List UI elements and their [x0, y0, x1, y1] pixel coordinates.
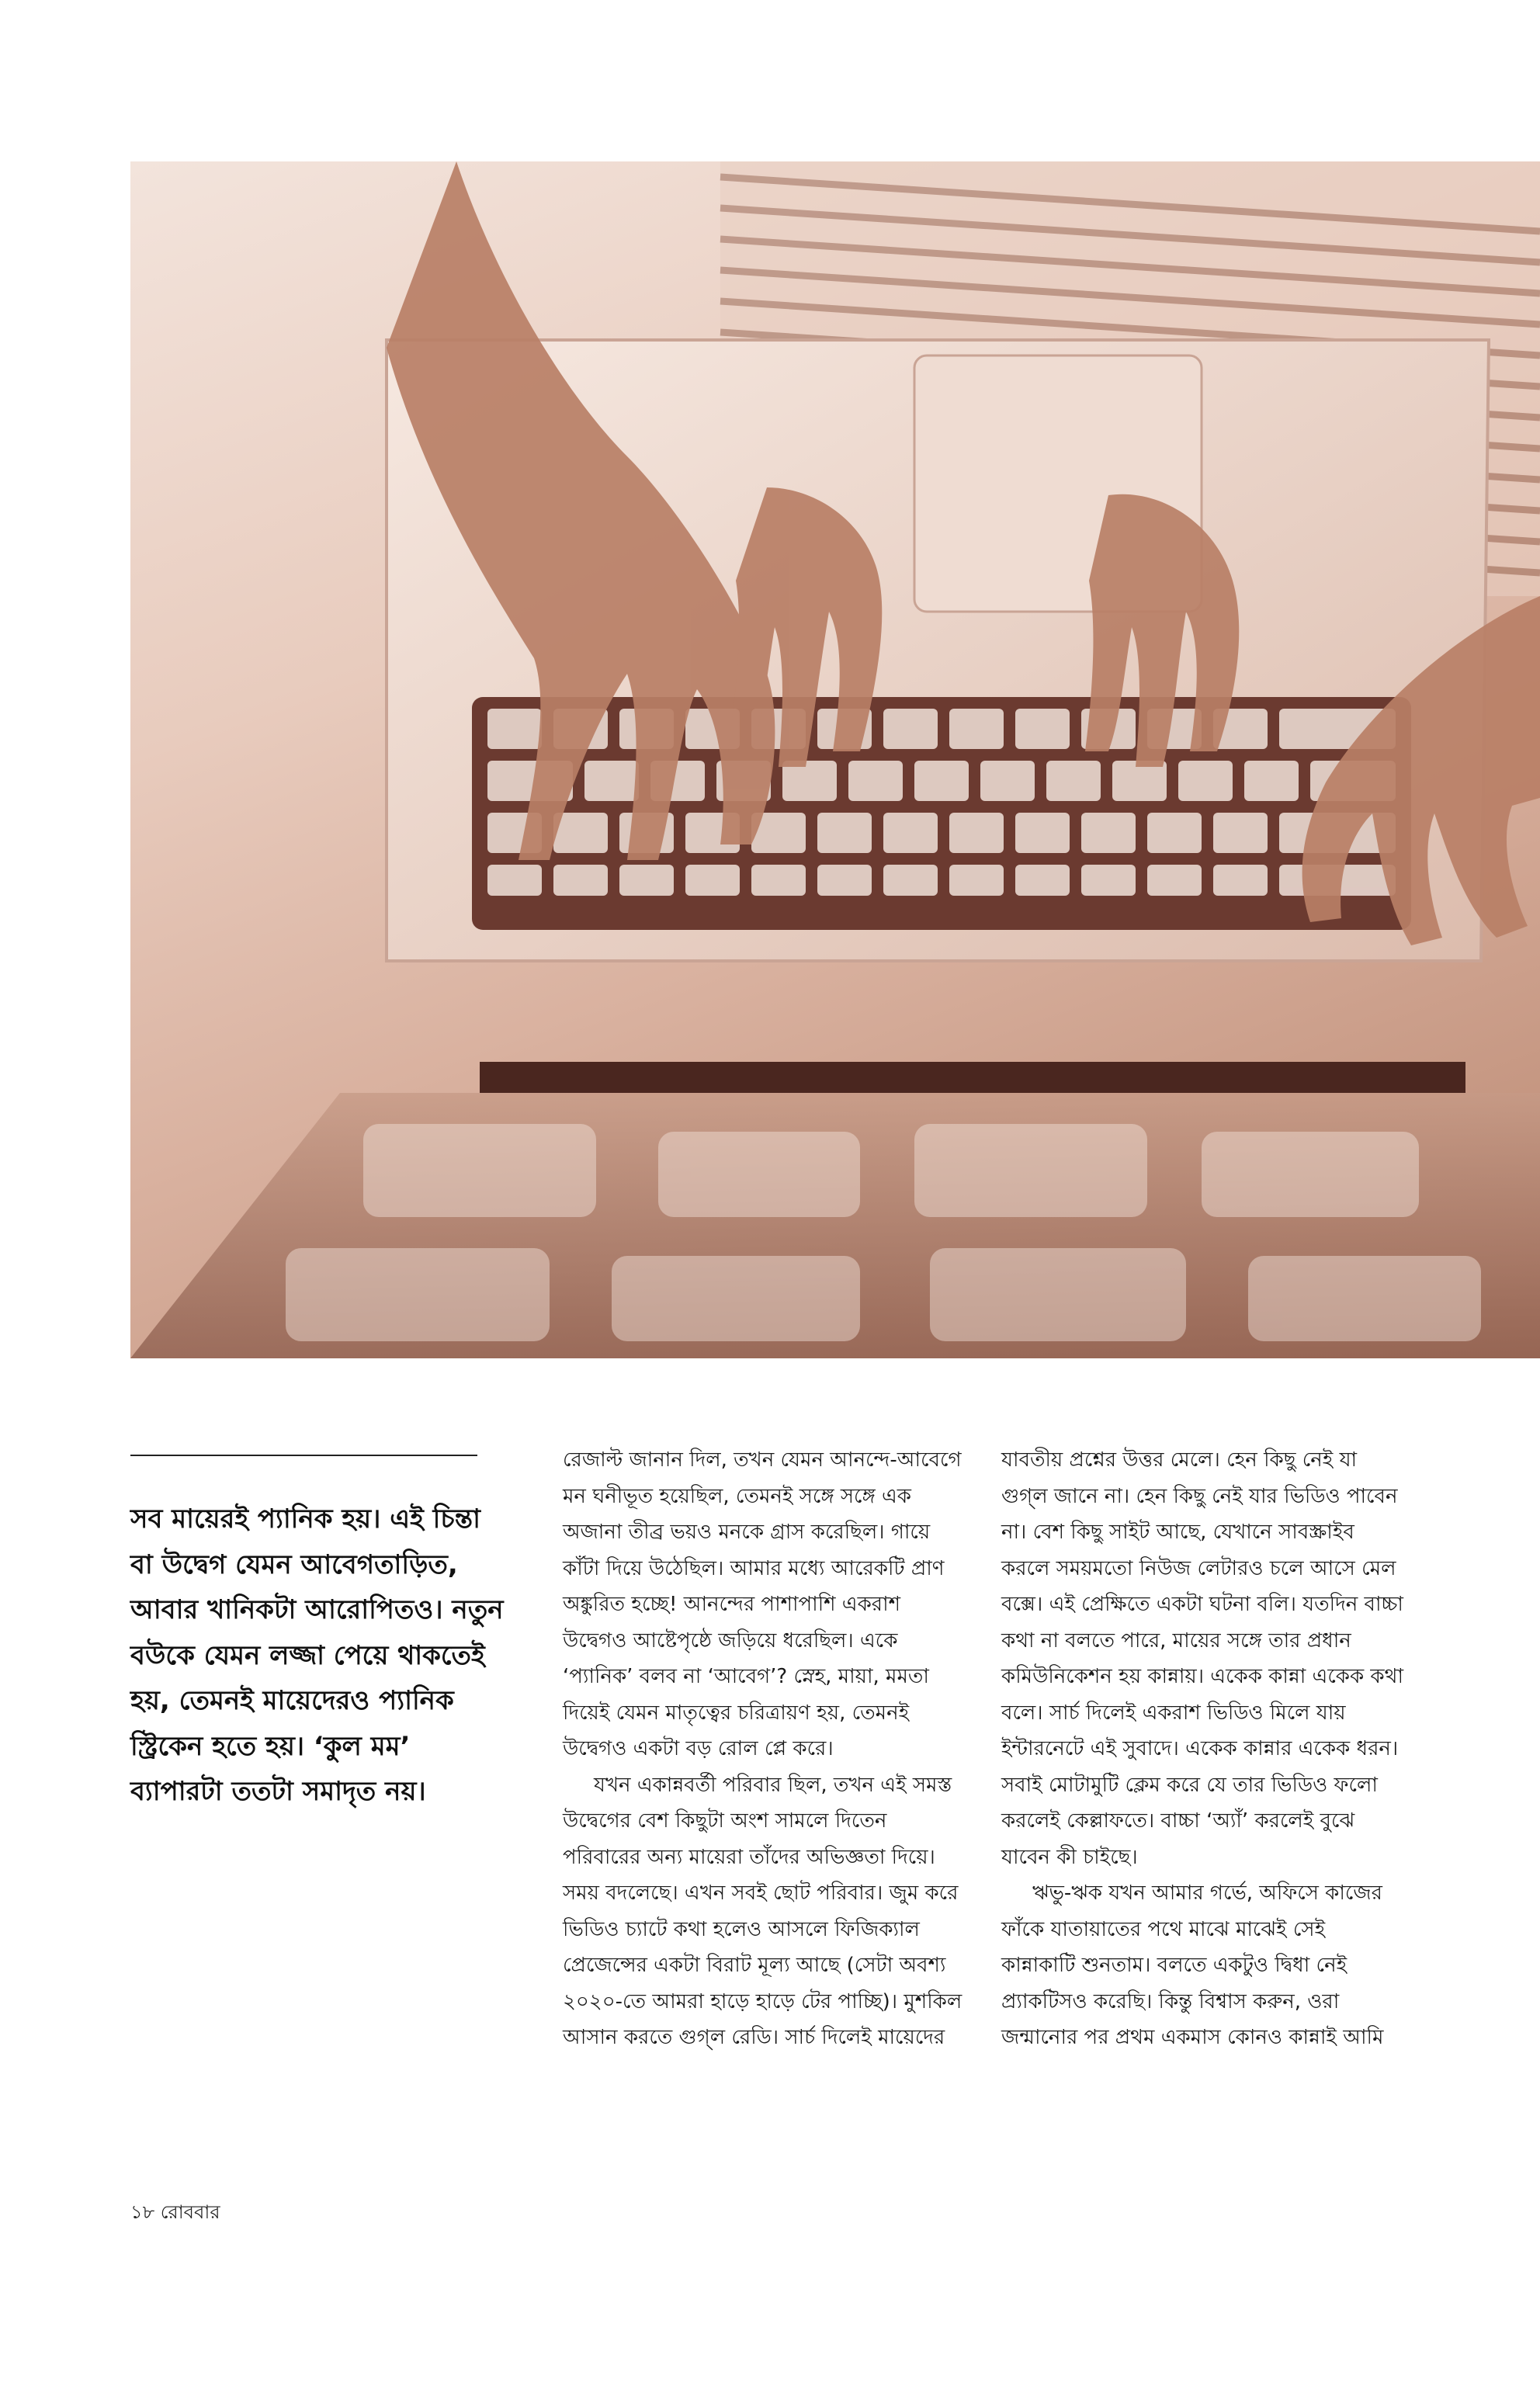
page-folio: ১৮ রোববার	[130, 2201, 220, 2223]
pull-quote: সব মায়েরই প্যানিক হয়। এই চিন্তা বা উদ্বেগ যেমন আবেগতাড়িত, আবার খানিকটা আরোপিতও। নতুন বউকে যেমন লজ্জা পেয়ে থাকতেই হয়, তেমনই মায়েদেরও প্যানিক স্ট্রিকেন হতে হয়। ‘কুল মম’ ব্যাপারটা ততটা সমাদৃত নয়।	[130, 1503, 504, 1807]
article-column-2	[1001, 1442, 1405, 2056]
paragraph: যাবতীয় প্রশ্নের উত্তর মেলে। হেন কিছু নেই যা গুগ্‌ল জানে না। হেন কিছু নেই যার ভিডিও পাবেন না। বেশ কিছু সাইট আছে, যেখানে সাবস্ক্রাইব করলে সময়মতো নিউজ লেটারও চলে আসে মেল বক্সে। এই প্রেক্ষিতে একটা ঘটনা বলি। যতদিন বাচ্চা কথা না বলতে পারে, মায়ের সঙ্গে তার প্রধান কমিউনিকেশন হয় কান্নায়। একেক কান্না একেক কথা বলে। সার্চ দিলেই একরাশ ভিডিও মিলে যায় ইন্টারনেটে এই সুবাদে। একেক কান্নার একেক ধরন। সবাই মোটামুটি ক্লেম করে যে তার ভিডিও ফলো করলেই কেল্লাফতে। বাচ্চা ‘অ্যাঁ’ করলেই বুঝে যাবেন কী চাইছে।	[1001, 1448, 1403, 1869]
article-column-1	[563, 1442, 966, 2056]
paragraph: রেজাল্ট জানান দিল, তখন যেমন আনন্দে-আবেগে মন ঘনীভূত হয়েছিল, তেমনই সঙ্গে সঙ্গে এক অজানা তীব্র ভয়ও মনকে গ্রাস করেছিল। গায়ে কাঁটা দিয়ে উঠেছিল। আমার মধ্যে আরেকটি প্রাণ অঙ্কুরিত হচ্ছে! আনন্দের পাশাপাশি একরাশ উদ্বেগও আষ্টেপৃষ্ঠে জড়িয়ে ধরেছিল। একে ‘প্যানিক’ বলব না ‘আবেগ’? স্নেহ, মায়া, মমতা দিয়েই যেমন মাতৃত্বের চরিত্রায়ণ হয়, তেমনই উদ্বেগও একটা বড় রোল প্লে করে।	[563, 1448, 962, 1760]
paragraph: ঋভু-ঋক যখন আমার গর্ভে, অফিসে কাজের ফাঁকে যাতায়াতের পথে মাঝে মাঝেই সেই কান্নাকাটি শুনতাম। বলতে একটুও দ্বিধা নেই প্র্যাকটিসও করেছি। কিন্তু বিশ্বাস করুন, ওরা জন্মানোর পর প্রথম একমাস কোনও কান্নাই আমি	[1001, 1881, 1384, 2049]
paragraph: যখন একান্নবর্তী পরিবার ছিল, তখন এই সমস্ত উদ্বেগের বেশ কিছুটা অংশ সামলে দিতেন পরিবারের অন্য মায়েরা তাঁদের অভিজ্ঞতা দিয়ে। সময় বদলেছে। এখন সবই ছোট পরিবার। জুম করে ভিডিও চ্যাটে কথা হলেও আসলে ফিজিক্যাল প্রেজেন্সের একটা বিরাট মূল্য আছে (সেটা অবশ্য ২০২০-তে আমরা হাড়ে হাড়ে টের পাচ্ছি)। মুশকিল আসান করতে গুগ্‌ল রেডি। সার্চ দিলেই মায়েদের	[563, 1773, 962, 2049]
divider-rule	[130, 1455, 477, 1456]
photo-illustration	[130, 161, 1540, 1358]
hands-typing-on-laptop-image	[130, 161, 1540, 1358]
